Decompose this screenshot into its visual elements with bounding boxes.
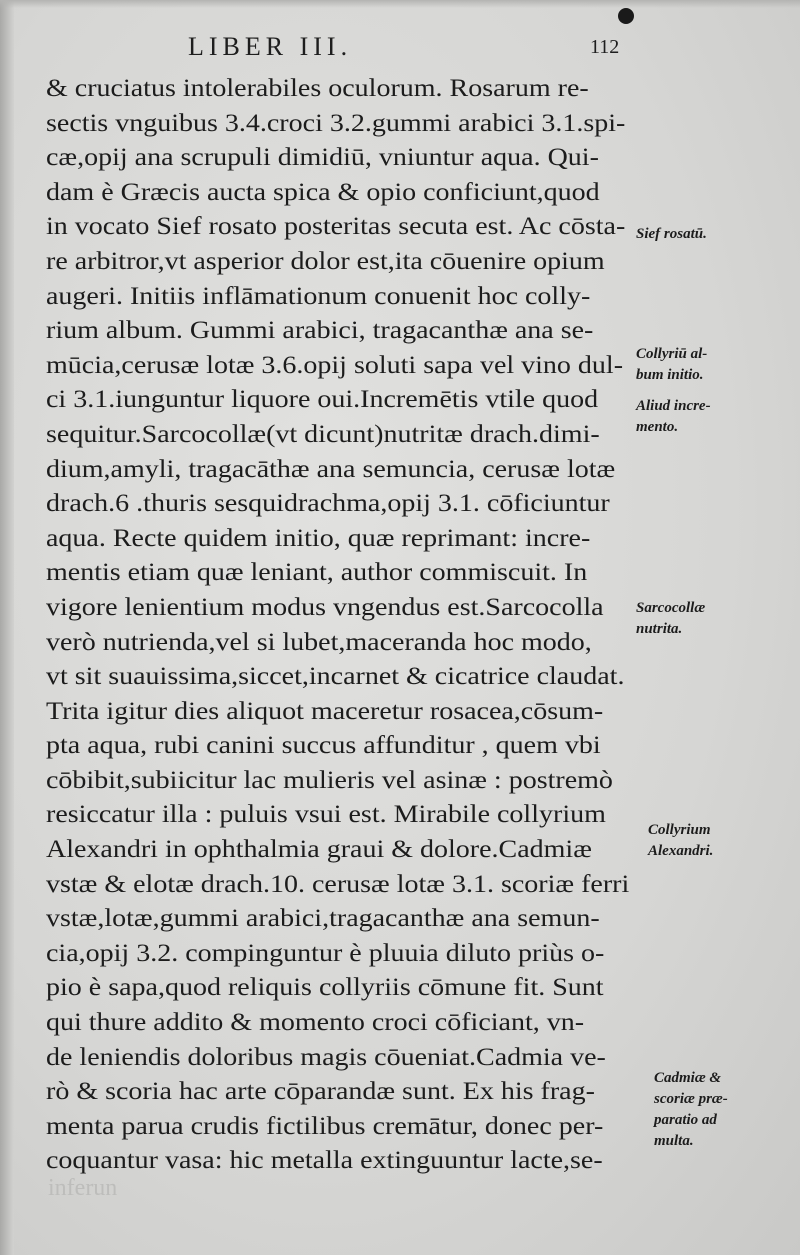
margin-note-line: Sief rosatū. <box>636 226 707 242</box>
text-line: aqua. Recte quidem initio, quæ reprimant: incre- <box>46 524 591 552</box>
running-head: LIBER III. <box>188 32 353 61</box>
margin-note-alexandri <box>648 820 713 862</box>
text-line: & cruciatus intolerabiles oculorum. Rosarum re- <box>46 75 589 102</box>
margin-note-aliud <box>636 396 711 438</box>
text-line: pta aqua, rubi canini succus affunditur , quem vbi <box>46 732 601 760</box>
margin-note-line: multa. <box>654 1133 694 1149</box>
text-line: dium,amyli, tragacāthæ ana semuncia, cerusæ lotæ <box>46 455 616 483</box>
text-line: vstæ & elotæ drach.10. cerusæ lotæ 3.1. scoriæ ferri <box>46 870 630 898</box>
show-through-text: inferun <box>48 1175 118 1201</box>
text-line: cæ,opij ana scrupuli dimidiū, vniuntur aqua. Qui- <box>46 144 599 172</box>
text-line: drach.6 .thuris sesquidrachma,opij 3.1. cōficiuntur <box>46 490 610 518</box>
text-line: resiccatur illa : puluis vsui est. Mirabile collyrium <box>46 801 606 829</box>
margin-note-sief <box>636 224 707 245</box>
margin-note-line: Cadmiæ & <box>654 1070 722 1086</box>
text-line: augeri. Initiis inflāmationum conuenit hoc colly- <box>46 282 591 310</box>
text-line: re arbitror,vt asperior dolor est,ita cōuenire opium <box>46 247 605 275</box>
text-line: sequitur.Sarcocollæ(vt dicunt)nutritæ drach.dimi- <box>46 420 600 448</box>
text-line: vstæ,lotæ,gummi arabici,tragacanthæ ana semun- <box>46 905 600 933</box>
text-line: qui thure addito & momento croci cōficiant, vn- <box>46 1009 585 1037</box>
text-line: vt sit suauissima,siccet,incarnet & cicatrice claudat. <box>46 663 625 691</box>
margin-note-line: Alexandri. <box>648 843 714 859</box>
margin-note-collyrium-album <box>636 344 707 386</box>
margin-note-line: mento. <box>636 419 679 435</box>
text-line: verò nutrienda,vel si lubet,maceranda hoc modo, <box>46 628 592 656</box>
page-number: 112 <box>590 36 620 58</box>
text-line: menta parua crudis fictilibus cremātur, donec per- <box>46 1112 604 1140</box>
margin-note-cadmiae <box>654 1068 728 1152</box>
text-line: cia,opij 3.2. compinguntur è pluuia diluto priùs o- <box>46 939 605 967</box>
margin-note-line: Aliud incre- <box>636 398 711 414</box>
text-line: de leniendis doloribus magis cōueniat.Cadmia ve- <box>46 1043 606 1071</box>
text-line: dam è Græcis aucta spica & opio conficiunt,quod <box>46 178 600 206</box>
text-line: Alexandri in ophthalmia graui & dolore.Cadmiæ <box>46 836 592 864</box>
text-line: vigore lenientium modus vngendus est.Sarcocolla <box>46 593 604 621</box>
text-line: ci 3.1.iunguntur liquore oui.Incremētis vtile quod <box>46 386 599 414</box>
text-line: Trita igitur dies aliquot maceretur rosacea,cōsum- <box>46 697 604 725</box>
text-line: in vocato Sief rosato posteritas secuta est. Ac cōsta- <box>46 213 626 241</box>
text-line: coquantur vasa: hic metalla extinguuntur lacte,se- <box>46 1147 603 1175</box>
margin-note-line: scoriæ præ- <box>654 1091 728 1107</box>
text-line: sectis vnguibus 3.4.croci 3.2.gummi arabici 3.1.spi- <box>46 109 626 137</box>
text-line: mentis etiam quæ leniant, author commiscuit. In <box>46 559 588 587</box>
text-line: cōbibit,subiicitur lac mulieris vel asinæ : postremò <box>46 766 613 794</box>
margin-note-sarcocolla <box>636 598 705 640</box>
text-line: pio è sapa,quod reliquis collyriis cōmune fit. Sunt <box>46 974 604 1002</box>
margin-note-line: paratio ad <box>654 1112 717 1128</box>
margin-note-line: nutrita. <box>636 621 683 637</box>
text-line: rò & scoria hac arte cōparandæ sunt. Ex his frag- <box>46 1078 595 1106</box>
margin-note-line: Collyriū al- <box>636 346 708 362</box>
text-line: mūcia,cerusæ lotæ 3.6.opij soluti sapa vel vino dul- <box>46 351 624 379</box>
text-line: rium album. Gummi arabici, tragacanthæ ana se- <box>46 317 594 345</box>
margin-note-line: Sarcocollæ <box>636 600 706 616</box>
margin-note-line: bum initio. <box>636 367 704 383</box>
margin-note-line: Collyrium <box>648 822 711 838</box>
